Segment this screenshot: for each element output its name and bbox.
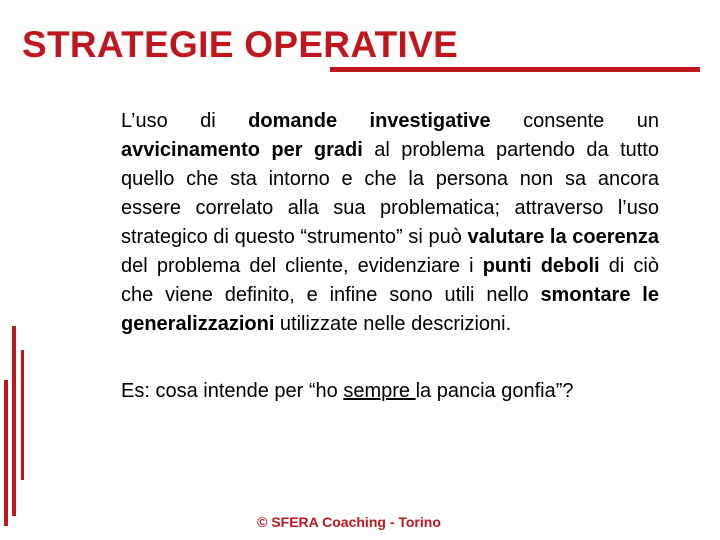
body-bold-2: avvicinamento per gradi <box>121 139 363 161</box>
body-bold-1: domande investigative <box>248 110 491 132</box>
example-line <box>121 377 681 406</box>
title-underline-rule <box>330 67 700 72</box>
slide-title: STRATEGIE OPERATIVE <box>22 24 459 65</box>
decorative-bar-right <box>21 350 24 480</box>
example-underlined: sempre <box>343 380 416 402</box>
body-paragraph <box>121 107 659 339</box>
decorative-bar-middle <box>12 326 16 516</box>
footer-credit: © SFERA Coaching - Torino <box>257 514 441 530</box>
example-before: Es: cosa intende per “ho <box>121 380 344 402</box>
body-bold-3: valutare la coerenza <box>467 226 659 248</box>
footer <box>0 514 720 530</box>
body-text-4: del problema del cliente, evidenziare i <box>121 255 483 277</box>
body-bold-4: punti deboli <box>482 255 600 277</box>
body-text-1: L’uso di <box>121 110 249 132</box>
body-text-2: consente un <box>490 110 659 132</box>
example-after: la pancia gonfia”? <box>415 380 574 402</box>
decorative-bar-left <box>4 380 8 526</box>
body-text-3: al problema partendo da tutto quello che sta intorno e che la persona non sa ancora essere correlato alla sua problematica; attraverso l’uso strategico di questo “strumento” si può <box>121 139 659 248</box>
body-bold-5: smontare le generalizzazioni <box>121 284 659 335</box>
body-text-6: utilizzate nelle descrizioni. <box>274 313 512 335</box>
body-text-5: di ciò che viene definito, e infine sono utili nello <box>121 255 660 306</box>
